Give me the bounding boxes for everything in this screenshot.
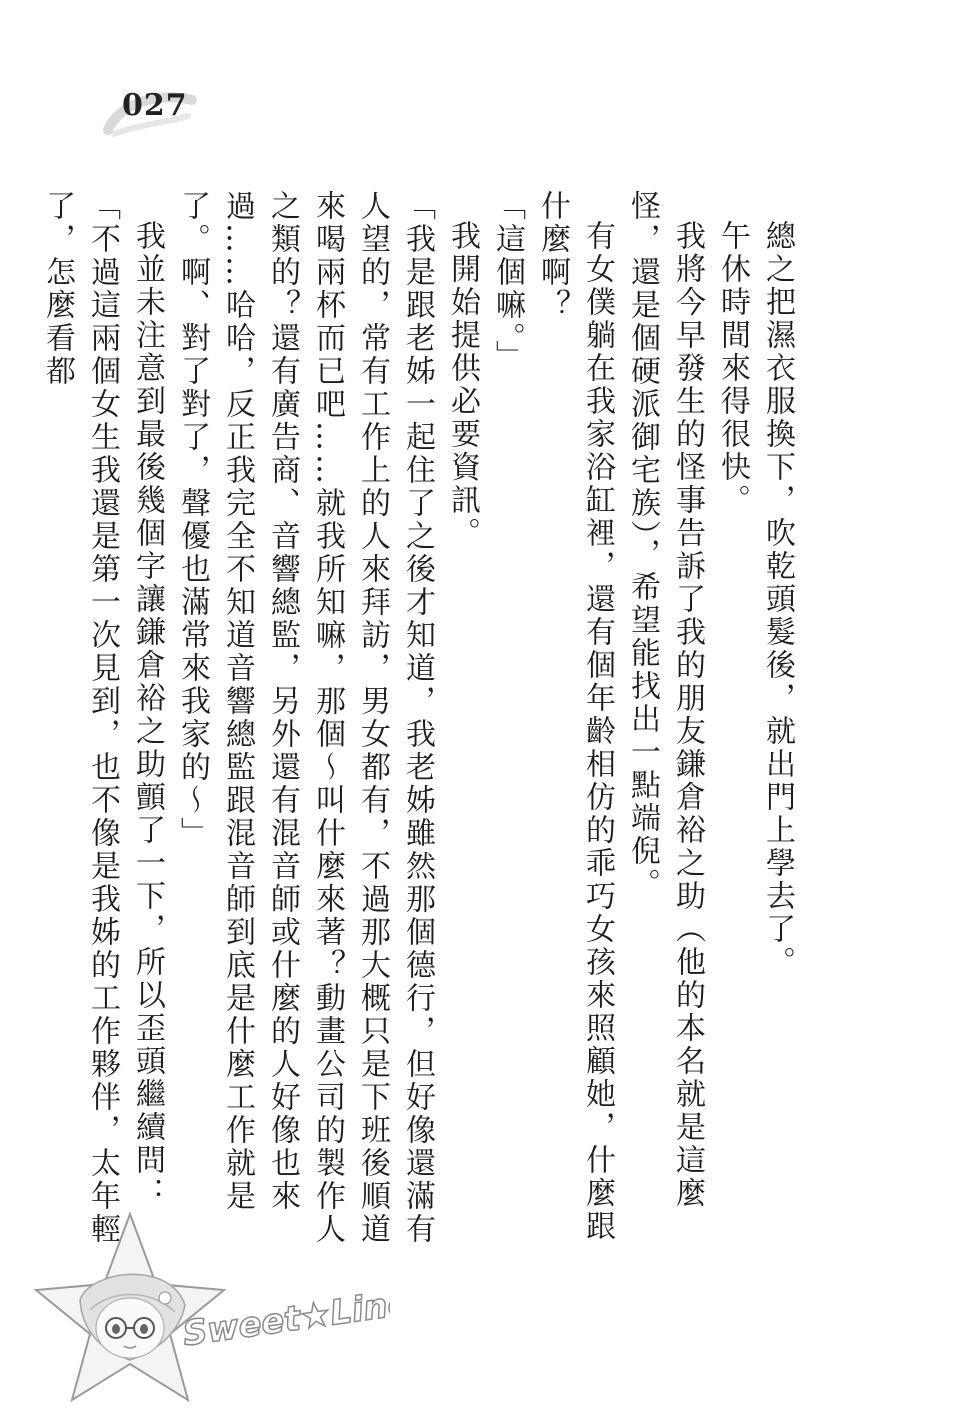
dialogue-paragraph: 「我是跟老姊一起住了之後才知道，我老姊雖然那個德行，但好像還滿有人望的，常有工作上的人來拜訪，男女都有，不過那大概只是下班後順道來喝兩杯而已吧……就我所知嘛，那個～叫什麼來著？動畫公司的製作人之類的？還有廣告商、音響總監，另外還有混音師或什麼的人好像也來過……哈哈，反正我完全不知道音響總監跟混音師到底是什麼工作就是了。啊、對了對了，聲優也滿常來我家的～」 — [175, 190, 435, 1246]
paragraph: 午休時間來得很快。 — [715, 220, 750, 517]
paragraph: 總之把濕衣服換下，吹乾頭髮後，就出門上學去了。 — [760, 220, 795, 979]
page-number — [100, 72, 200, 142]
logo-text: Sweet★Line — [180, 1282, 390, 1355]
page-number-text: 027 — [122, 88, 188, 123]
star-character-illustration — [10, 1200, 390, 1410]
paragraph: 我將今早發生的怪事告訴了我的朋友鎌倉裕之助（他的本名就是這麼怪，還是個硬派御宅族），希望能找出一點端倪。 — [625, 190, 705, 1210]
body-text — [35, 190, 800, 1252]
dialogue-paragraph: 「不過這兩個女生我還是第一次見到，也不像是我姊的工作夥伴，太年輕了，怎麼看都 — [40, 190, 120, 1246]
sweet-line-logo — [10, 1200, 390, 1410]
paragraph: 我開始提供必要資訊。 — [445, 220, 480, 550]
dialogue-paragraph: 「這個嘛。」 — [490, 190, 525, 373]
paragraph: 有女僕躺在我家浴缸裡，還有個年齡相仿的乖巧女孩來照顧她，什麼跟什麼啊？ — [535, 190, 615, 1243]
paragraph: 我並未注意到最後幾個字讓鎌倉裕之助顫了一下，所以歪頭繼續問： — [130, 220, 165, 1210]
